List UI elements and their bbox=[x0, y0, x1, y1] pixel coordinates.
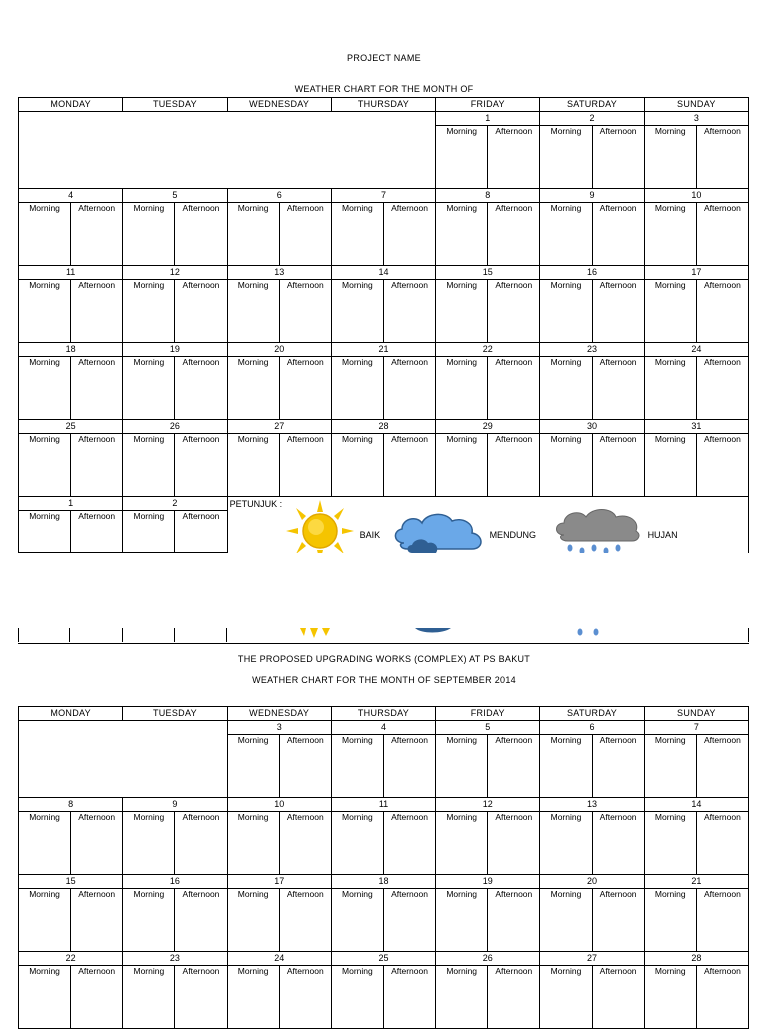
date-row bbox=[19, 343, 749, 357]
morning-cell[interactable]: Morning bbox=[331, 357, 383, 420]
date-number: 16 bbox=[123, 875, 227, 889]
date-number: 27 bbox=[540, 952, 644, 966]
afternoon-cell[interactable]: Afternoon bbox=[383, 280, 435, 343]
date-number: 18 bbox=[19, 343, 123, 357]
date-number: 6 bbox=[540, 721, 644, 735]
morning-cell[interactable]: Morning bbox=[227, 280, 279, 343]
morning-cell[interactable]: Morning bbox=[436, 966, 488, 1029]
date-row bbox=[19, 798, 749, 812]
afternoon-cell[interactable]: Afternoon bbox=[488, 434, 540, 497]
morning-cell[interactable]: Morning bbox=[227, 812, 279, 875]
slot-row bbox=[19, 812, 749, 875]
date-number: 1 bbox=[19, 497, 123, 511]
date-row bbox=[19, 721, 749, 735]
afternoon-cell[interactable]: Afternoon bbox=[488, 966, 540, 1029]
date-number: 24 bbox=[227, 952, 331, 966]
morning-cell[interactable]: Morning bbox=[540, 357, 592, 420]
date-number: 26 bbox=[436, 952, 540, 966]
date-number: 26 bbox=[123, 420, 227, 434]
slot-row bbox=[19, 203, 749, 266]
afternoon-cell[interactable]: Afternoon bbox=[592, 735, 644, 798]
afternoon-cell[interactable]: Afternoon bbox=[279, 812, 331, 875]
afternoon-cell[interactable]: Afternoon bbox=[696, 889, 748, 952]
date-number: 3 bbox=[644, 112, 748, 126]
date-number: 13 bbox=[540, 798, 644, 812]
morning-cell[interactable]: Morning bbox=[123, 889, 175, 952]
afternoon-cell[interactable]: Afternoon bbox=[383, 203, 435, 266]
afternoon-cell[interactable]: Afternoon bbox=[488, 735, 540, 798]
morning-cell[interactable]: Morning bbox=[540, 203, 592, 266]
date-row bbox=[19, 952, 749, 966]
morning-cell[interactable]: Morning bbox=[19, 812, 71, 875]
date-number: 8 bbox=[19, 798, 123, 812]
date-number: 2 bbox=[540, 112, 644, 126]
rain-drop-icon bbox=[574, 628, 604, 638]
morning-cell[interactable]: Morning bbox=[123, 812, 175, 875]
afternoon-cell[interactable]: Afternoon bbox=[696, 126, 748, 189]
date-row bbox=[19, 189, 749, 203]
date-number: 2 bbox=[123, 497, 227, 511]
afternoon-cell[interactable]: Afternoon bbox=[175, 203, 227, 266]
afternoon-cell[interactable]: Afternoon bbox=[175, 357, 227, 420]
date-number: 4 bbox=[331, 721, 435, 735]
date-number: 11 bbox=[19, 266, 123, 280]
afternoon-cell[interactable]: Afternoon bbox=[383, 889, 435, 952]
date-number: 14 bbox=[644, 798, 748, 812]
date-number: 24 bbox=[644, 343, 748, 357]
morning-cell[interactable]: Morning bbox=[19, 434, 71, 497]
afternoon-cell[interactable]: Afternoon bbox=[696, 357, 748, 420]
date-row bbox=[19, 497, 749, 511]
day-header: TUESDAY bbox=[123, 98, 227, 112]
afternoon-cell[interactable]: Afternoon bbox=[383, 812, 435, 875]
morning-cell[interactable]: Morning bbox=[331, 812, 383, 875]
morning-cell[interactable]: Morning bbox=[436, 203, 488, 266]
afternoon-cell[interactable]: Afternoon bbox=[71, 280, 123, 343]
morning-cell[interactable]: Morning bbox=[227, 889, 279, 952]
afternoon-cell[interactable]: Afternoon bbox=[696, 280, 748, 343]
remnant-line bbox=[18, 643, 749, 644]
morning-cell[interactable]: Morning bbox=[19, 357, 71, 420]
afternoon-cell[interactable]: Afternoon bbox=[71, 511, 123, 553]
slot-row bbox=[19, 357, 749, 420]
afternoon-cell[interactable]: Afternoon bbox=[383, 735, 435, 798]
morning-cell[interactable]: Morning bbox=[123, 203, 175, 266]
project-title: THE PROPOSED UPGRADING WORKS (COMPLEX) AT PS BAKUT bbox=[237, 654, 531, 664]
afternoon-cell[interactable]: Afternoon bbox=[175, 280, 227, 343]
afternoon-cell[interactable]: Afternoon bbox=[488, 812, 540, 875]
date-row bbox=[19, 420, 749, 434]
morning-cell[interactable]: Morning bbox=[331, 735, 383, 798]
calendar-table-1 bbox=[18, 97, 749, 553]
empty-cell bbox=[19, 112, 436, 189]
afternoon-cell[interactable]: Afternoon bbox=[696, 966, 748, 1029]
morning-cell[interactable]: Morning bbox=[19, 280, 71, 343]
remnant-line bbox=[226, 628, 227, 642]
morning-cell[interactable]: Morning bbox=[540, 280, 592, 343]
afternoon-cell[interactable]: Afternoon bbox=[71, 889, 123, 952]
morning-cell[interactable]: Morning bbox=[540, 966, 592, 1029]
morning-cell[interactable]: Morning bbox=[436, 434, 488, 497]
date-number: 23 bbox=[540, 343, 644, 357]
afternoon-cell[interactable]: Afternoon bbox=[592, 280, 644, 343]
cloud-icon bbox=[413, 628, 453, 634]
date-number: 15 bbox=[19, 875, 123, 889]
calendar-table-2 bbox=[18, 706, 749, 1029]
date-number: 28 bbox=[644, 952, 748, 966]
date-number: 19 bbox=[436, 875, 540, 889]
remnant-line bbox=[18, 628, 19, 642]
day-header: THURSDAY bbox=[331, 98, 435, 112]
cloud-icon bbox=[390, 509, 488, 553]
morning-cell[interactable]: Morning bbox=[331, 966, 383, 1029]
day-header: SATURDAY bbox=[540, 707, 644, 721]
morning-cell[interactable]: Morning bbox=[227, 434, 279, 497]
afternoon-cell[interactable]: Afternoon bbox=[696, 735, 748, 798]
date-number: 20 bbox=[540, 875, 644, 889]
morning-cell[interactable]: Morning bbox=[540, 735, 592, 798]
date-number: 30 bbox=[540, 420, 644, 434]
afternoon-cell[interactable]: Afternoon bbox=[383, 357, 435, 420]
page-remnant bbox=[18, 628, 749, 644]
morning-cell[interactable]: Morning bbox=[540, 126, 592, 189]
morning-cell[interactable]: Morning bbox=[644, 357, 696, 420]
afternoon-cell[interactable]: Afternoon bbox=[592, 203, 644, 266]
remnant-line bbox=[122, 628, 123, 642]
morning-cell[interactable]: Morning bbox=[331, 203, 383, 266]
morning-cell[interactable]: Morning bbox=[19, 966, 71, 1029]
project-name-label: PROJECT NAME bbox=[347, 53, 421, 63]
date-number: 7 bbox=[331, 189, 435, 203]
afternoon-cell[interactable]: Afternoon bbox=[279, 280, 331, 343]
date-number: 12 bbox=[436, 798, 540, 812]
legend-text-mendung: MENDUNG bbox=[489, 530, 537, 540]
date-number: 4 bbox=[19, 189, 123, 203]
sun-icon bbox=[286, 500, 354, 553]
day-header: THURSDAY bbox=[331, 707, 435, 721]
afternoon-cell[interactable]: Afternoon bbox=[488, 357, 540, 420]
morning-cell[interactable]: Morning bbox=[540, 889, 592, 952]
morning-cell[interactable]: Morning bbox=[644, 966, 696, 1029]
slot-row bbox=[19, 280, 749, 343]
remnant-line bbox=[748, 628, 749, 642]
morning-cell[interactable]: Morning bbox=[227, 735, 279, 798]
date-number: 22 bbox=[436, 343, 540, 357]
afternoon-cell[interactable]: Afternoon bbox=[175, 434, 227, 497]
morning-cell[interactable]: Morning bbox=[331, 434, 383, 497]
legend-panel bbox=[227, 497, 748, 553]
day-header-row bbox=[19, 98, 749, 112]
afternoon-cell[interactable]: Afternoon bbox=[592, 126, 644, 189]
day-header: TUESDAY bbox=[123, 707, 227, 721]
morning-cell[interactable]: Morning bbox=[436, 280, 488, 343]
day-header: SUNDAY bbox=[644, 98, 748, 112]
afternoon-cell[interactable]: Afternoon bbox=[592, 357, 644, 420]
day-header: SATURDAY bbox=[540, 98, 644, 112]
day-header: WEDNESDAY bbox=[227, 707, 331, 721]
date-number: 3 bbox=[227, 721, 331, 735]
afternoon-cell[interactable]: Afternoon bbox=[71, 966, 123, 1029]
morning-cell[interactable]: Morning bbox=[123, 280, 175, 343]
afternoon-cell[interactable]: Afternoon bbox=[592, 434, 644, 497]
date-number: 25 bbox=[19, 420, 123, 434]
date-number: 25 bbox=[331, 952, 435, 966]
slot-row bbox=[19, 966, 749, 1029]
morning-cell[interactable]: Morning bbox=[123, 511, 175, 553]
remnant-line bbox=[174, 628, 175, 642]
afternoon-cell[interactable]: Afternoon bbox=[175, 966, 227, 1029]
date-number: 11 bbox=[331, 798, 435, 812]
afternoon-cell[interactable]: Afternoon bbox=[696, 812, 748, 875]
remnant-line bbox=[69, 628, 70, 642]
chart-title: WEATHER CHART FOR THE MONTH OF SEPTEMBER 2014 bbox=[252, 675, 516, 685]
empty-cell bbox=[19, 721, 228, 798]
afternoon-cell[interactable]: Afternoon bbox=[71, 203, 123, 266]
date-number: 31 bbox=[644, 420, 748, 434]
afternoon-cell[interactable]: Afternoon bbox=[279, 203, 331, 266]
morning-cell[interactable]: Morning bbox=[19, 511, 71, 553]
afternoon-cell[interactable]: Afternoon bbox=[279, 357, 331, 420]
date-number: 13 bbox=[227, 266, 331, 280]
legend-text-baik: BAIK bbox=[359, 530, 381, 540]
date-number: 1 bbox=[436, 112, 540, 126]
morning-cell[interactable]: Morning bbox=[644, 434, 696, 497]
afternoon-cell[interactable]: Afternoon bbox=[279, 889, 331, 952]
morning-cell[interactable]: Morning bbox=[540, 434, 592, 497]
afternoon-cell[interactable]: Afternoon bbox=[488, 126, 540, 189]
afternoon-cell[interactable]: Afternoon bbox=[488, 280, 540, 343]
morning-cell[interactable]: Morning bbox=[227, 203, 279, 266]
legend-label: PETUNJUK : bbox=[229, 499, 283, 509]
date-number: 14 bbox=[331, 266, 435, 280]
date-number: 10 bbox=[644, 189, 748, 203]
morning-cell[interactable]: Morning bbox=[644, 203, 696, 266]
morning-cell[interactable]: Morning bbox=[123, 434, 175, 497]
date-number: 5 bbox=[123, 189, 227, 203]
date-number: 16 bbox=[540, 266, 644, 280]
afternoon-cell[interactable]: Afternoon bbox=[279, 434, 331, 497]
legend-text-hujan: HUJAN bbox=[647, 530, 678, 540]
day-header: MONDAY bbox=[19, 707, 123, 721]
date-number: 15 bbox=[436, 266, 540, 280]
afternoon-cell[interactable]: Afternoon bbox=[175, 812, 227, 875]
date-number: 20 bbox=[227, 343, 331, 357]
date-number: 10 bbox=[227, 798, 331, 812]
afternoon-cell[interactable]: Afternoon bbox=[71, 812, 123, 875]
date-number: 18 bbox=[331, 875, 435, 889]
date-row bbox=[19, 266, 749, 280]
date-number: 5 bbox=[436, 721, 540, 735]
date-number: 29 bbox=[436, 420, 540, 434]
afternoon-cell[interactable]: Afternoon bbox=[175, 511, 227, 553]
morning-cell[interactable]: Morning bbox=[540, 812, 592, 875]
chart-title: WEATHER CHART FOR THE MONTH OF bbox=[294, 84, 474, 94]
day-header: SUNDAY bbox=[644, 707, 748, 721]
date-number: 22 bbox=[19, 952, 123, 966]
morning-cell[interactable]: Morning bbox=[436, 812, 488, 875]
date-number: 19 bbox=[123, 343, 227, 357]
afternoon-cell[interactable]: Afternoon bbox=[279, 735, 331, 798]
date-row bbox=[19, 875, 749, 889]
afternoon-cell[interactable]: Afternoon bbox=[696, 434, 748, 497]
afternoon-cell[interactable]: Afternoon bbox=[175, 889, 227, 952]
afternoon-cell[interactable]: Afternoon bbox=[488, 203, 540, 266]
day-header: FRIDAY bbox=[436, 98, 540, 112]
date-number: 21 bbox=[331, 343, 435, 357]
morning-cell[interactable]: Morning bbox=[227, 357, 279, 420]
afternoon-cell[interactable]: Afternoon bbox=[71, 434, 123, 497]
afternoon-cell[interactable]: Afternoon bbox=[592, 812, 644, 875]
day-header: FRIDAY bbox=[436, 707, 540, 721]
slot-row bbox=[19, 889, 749, 952]
afternoon-cell[interactable]: Afternoon bbox=[696, 203, 748, 266]
date-number: 17 bbox=[227, 875, 331, 889]
slot-row bbox=[19, 434, 749, 497]
page-break-gap bbox=[0, 561, 768, 627]
morning-cell[interactable]: Morning bbox=[644, 280, 696, 343]
morning-cell[interactable]: Morning bbox=[644, 735, 696, 798]
date-number: 27 bbox=[227, 420, 331, 434]
date-number: 9 bbox=[123, 798, 227, 812]
morning-cell[interactable]: Morning bbox=[331, 889, 383, 952]
day-header-row bbox=[19, 707, 749, 721]
date-number: 28 bbox=[331, 420, 435, 434]
date-row bbox=[19, 112, 749, 126]
morning-cell[interactable]: Morning bbox=[644, 889, 696, 952]
afternoon-cell[interactable]: Afternoon bbox=[592, 889, 644, 952]
afternoon-cell[interactable]: Afternoon bbox=[383, 434, 435, 497]
morning-cell[interactable]: Morning bbox=[436, 889, 488, 952]
afternoon-cell[interactable]: Afternoon bbox=[488, 889, 540, 952]
morning-cell[interactable]: Morning bbox=[644, 812, 696, 875]
morning-cell[interactable]: Morning bbox=[331, 280, 383, 343]
date-number: 21 bbox=[644, 875, 748, 889]
date-number: 17 bbox=[644, 266, 748, 280]
morning-cell[interactable]: Morning bbox=[123, 357, 175, 420]
morning-cell[interactable]: Morning bbox=[436, 126, 488, 189]
morning-cell[interactable]: Morning bbox=[19, 203, 71, 266]
date-number: 9 bbox=[540, 189, 644, 203]
morning-cell[interactable]: Morning bbox=[436, 357, 488, 420]
morning-cell[interactable]: Morning bbox=[644, 126, 696, 189]
date-number: 12 bbox=[123, 266, 227, 280]
date-number: 23 bbox=[123, 952, 227, 966]
date-number: 6 bbox=[227, 189, 331, 203]
morning-cell[interactable]: Morning bbox=[19, 889, 71, 952]
afternoon-cell[interactable]: Afternoon bbox=[279, 966, 331, 1029]
afternoon-cell[interactable]: Afternoon bbox=[383, 966, 435, 1029]
morning-cell[interactable]: Morning bbox=[436, 735, 488, 798]
afternoon-cell[interactable]: Afternoon bbox=[592, 966, 644, 1029]
afternoon-cell[interactable]: Afternoon bbox=[71, 357, 123, 420]
rain-cloud-icon bbox=[552, 507, 644, 553]
day-header: WEDNESDAY bbox=[227, 98, 331, 112]
morning-cell[interactable]: Morning bbox=[227, 966, 279, 1029]
date-number: 8 bbox=[436, 189, 540, 203]
date-number: 7 bbox=[644, 721, 748, 735]
sun-icon bbox=[296, 628, 336, 638]
day-header: MONDAY bbox=[19, 98, 123, 112]
morning-cell[interactable]: Morning bbox=[123, 966, 175, 1029]
